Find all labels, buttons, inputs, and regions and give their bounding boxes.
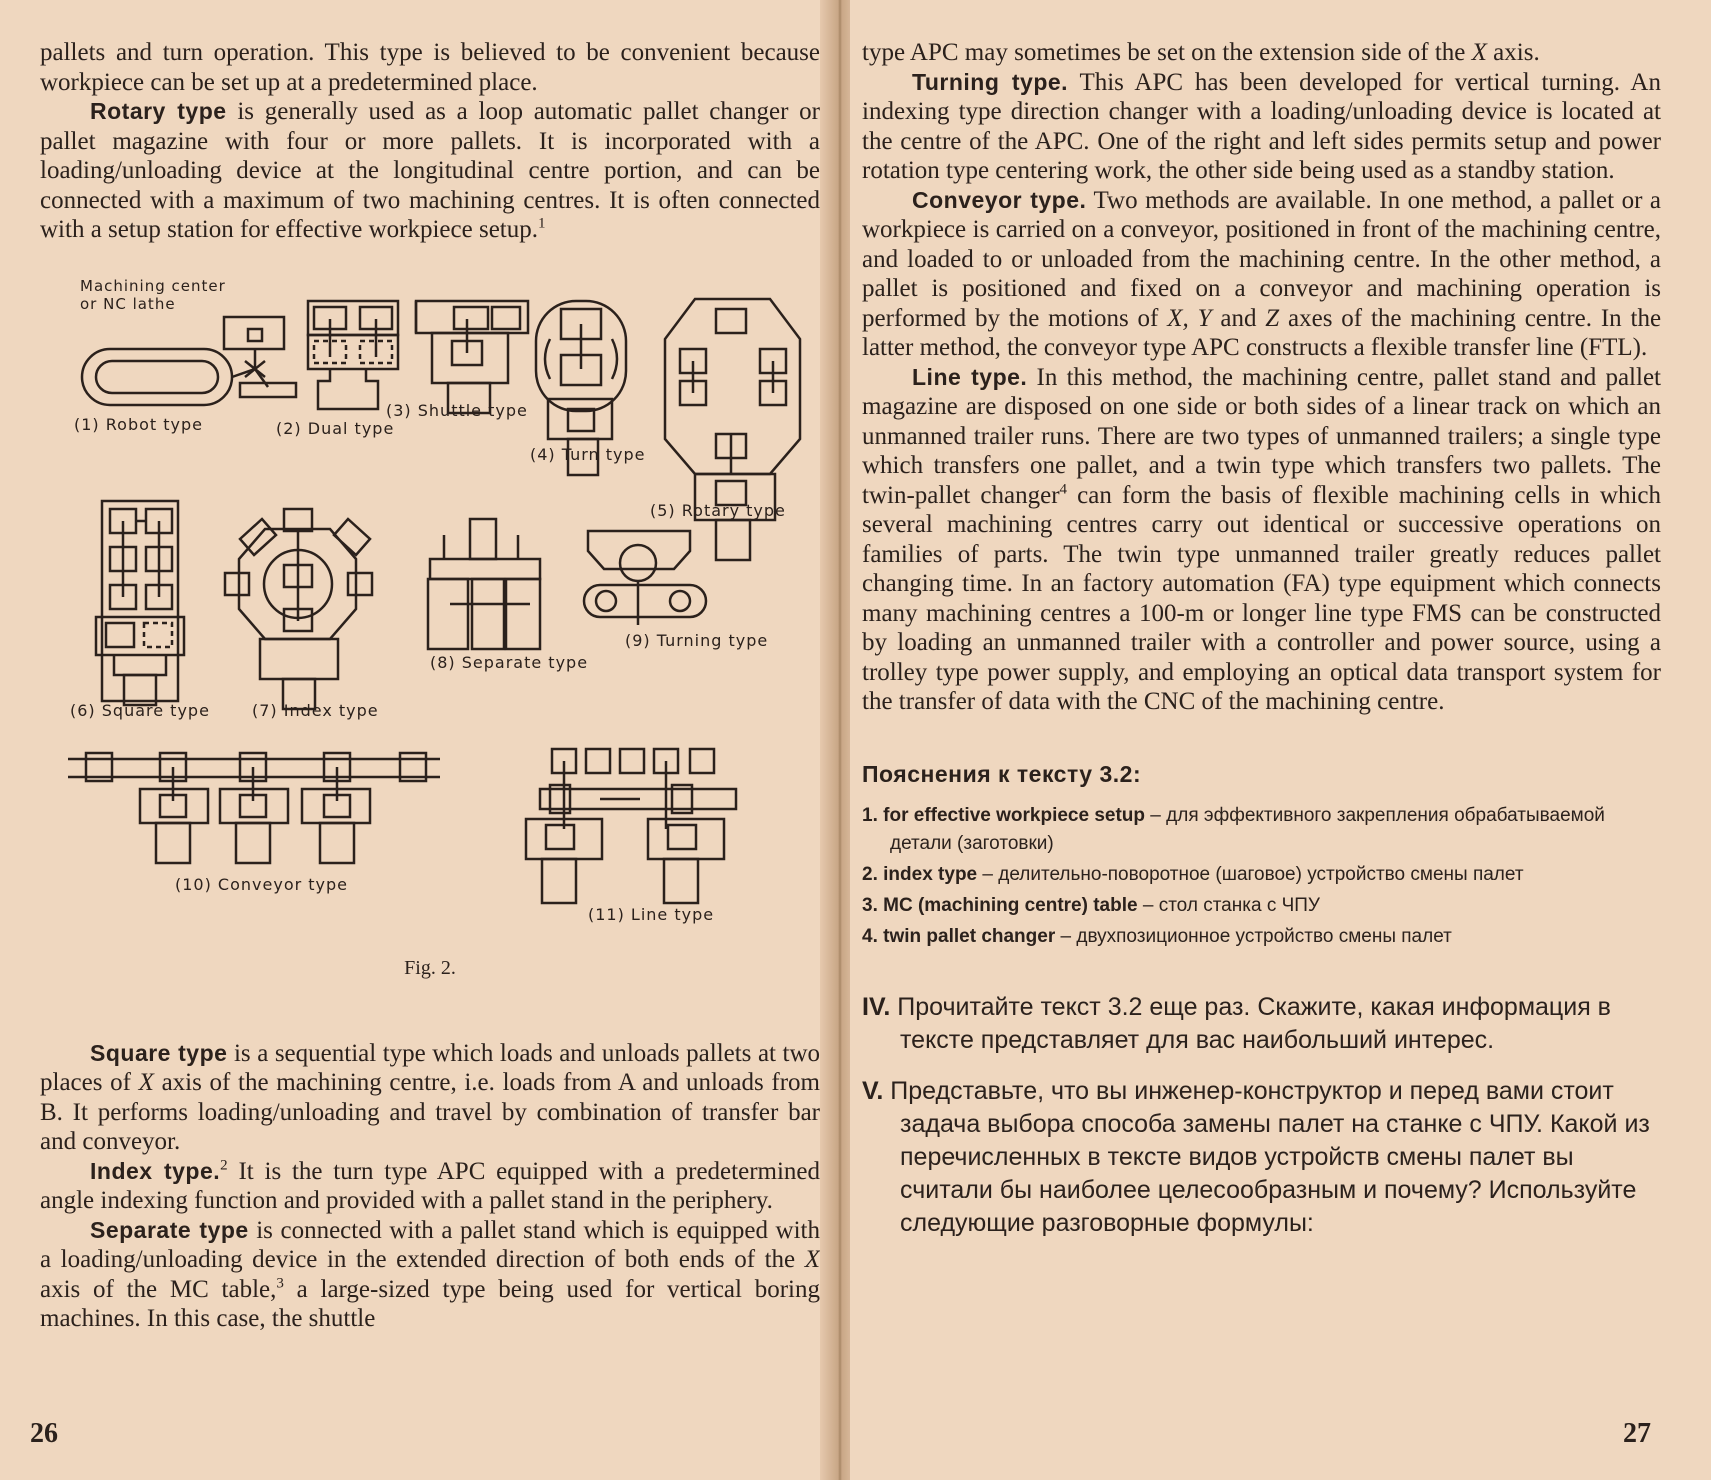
index-text: It is the turn type APC equipped with a predetermined angle indexing function and provided with a pallet stand in the periphery. bbox=[40, 1157, 821, 1214]
note-item bbox=[862, 892, 1661, 920]
figure-title: Fig. 2. bbox=[404, 956, 456, 979]
term-separate: Separate type bbox=[90, 1216, 249, 1243]
footnote-ref: 3 bbox=[276, 1275, 284, 1292]
note-number: 2. bbox=[862, 863, 878, 885]
paragraph-conveyor bbox=[862, 186, 1661, 363]
note-item bbox=[862, 861, 1661, 889]
term-line: Line type. bbox=[912, 363, 1028, 390]
diagram-shuttle-type bbox=[416, 301, 528, 413]
note-translation: – стол станка с ЧПУ bbox=[1142, 894, 1320, 916]
diagram-rotary-type bbox=[665, 299, 800, 560]
note-translation: – делительно-поворотное (шаговое) устройство смены палет bbox=[982, 863, 1524, 885]
line-text-b: can form the basis of flexible machining cells in which several machining centres carry out identical or successive operations on families of parts. The twin type unmanned trailer greatly reduces pallet changing time. In an factory automation (FA) type equipment which connects many machining centres a 100-m or longer line type FMS can be constructed by loading an unmanned trailer with a controller and power source, using a trolley type power supply, and employing an optical data transport system for the transfer of data with the CNC of the machining centre. bbox=[862, 481, 1661, 715]
separate-text-a: is connected with a pallet stand which is equipped with a loading/unloading device in the extended direction of both ends of the bbox=[40, 1216, 820, 1273]
rotary-text: is generally used as a loop automatic pallet changer or pallet magazine with four or more pallets. It is incorporated with a loading/unloading device at the longitudinal centre portion, and can be connected with a maximum of two machining centres. It is often connected with a setup station for effective workpiece setup. bbox=[40, 98, 821, 243]
term-square: Square type bbox=[90, 1039, 228, 1066]
task-iv bbox=[862, 991, 1661, 1057]
paragraph-intro: pallets and turn operation. This type is believed to be convenient because workpiece can be set up at a predetermined place. bbox=[40, 39, 820, 96]
note-number: 4. bbox=[862, 925, 878, 947]
square-text-b: axis of the machining centre, i.e. loads from A and unloads from B. It performs loading/unloading and travel by combination of transfer bar and conveyor. bbox=[40, 1069, 821, 1155]
diagram-index-type bbox=[225, 509, 372, 709]
paragraph-line bbox=[862, 363, 1661, 717]
caption-turn-type: (4) Turn type bbox=[530, 444, 646, 464]
note-item bbox=[862, 923, 1661, 951]
note-number: 1. bbox=[862, 804, 878, 826]
diagram-dual-type bbox=[308, 301, 398, 409]
task-number: IV. bbox=[862, 992, 891, 1021]
paragraph-index bbox=[40, 1157, 820, 1216]
left-page bbox=[0, 0, 840, 1480]
task-number: V. bbox=[862, 1076, 884, 1105]
notes-title: Пояснения к тексту 3.2: bbox=[862, 760, 1142, 787]
caption-square-type: (6) Square type bbox=[70, 700, 210, 720]
line-text-a: In this method, the machining centre, pallet stand and pallet magazine are disposed on one side or both sides of a linear track on which an unmanned trailer runs. There are two types of unmanned trailers; a single type which transfers one pallet, and a twin type which transfers two pallets. The twin-pallet changer bbox=[862, 363, 1661, 509]
caption-index-type: (7) Index type bbox=[252, 700, 379, 720]
paragraph-turning bbox=[862, 68, 1661, 186]
paragraph-separate bbox=[40, 1216, 820, 1334]
term-turning: Turning type. bbox=[912, 68, 1069, 95]
shuttle-cont-end: axis. bbox=[1493, 39, 1540, 66]
caption-shuttle-type: (3) Shuttle type bbox=[386, 400, 528, 420]
x-axis-symbol: X bbox=[804, 1246, 820, 1273]
diagram-conveyor-type bbox=[68, 753, 440, 863]
note-translation: – для эффективного закрепления обрабатываемой детали (заготовки) bbox=[890, 804, 1605, 854]
caption-robot-type: (1) Robot type bbox=[74, 414, 203, 434]
caption-line-type: (11) Line type bbox=[588, 904, 715, 924]
diagram-line-type bbox=[526, 749, 736, 903]
diagram-separate-type bbox=[428, 519, 540, 649]
label-nc-lathe: or NC lathe bbox=[80, 294, 176, 313]
paragraph-rotary bbox=[40, 97, 820, 245]
footnote-ref: 2 bbox=[220, 1157, 228, 1174]
task-text: Прочитайте текст 3.2 еще раз. Скажите, какая информация в тексте представляет для вас наибольший интерес. bbox=[897, 992, 1611, 1054]
diagram-turning-type bbox=[584, 531, 706, 625]
conveyor-text-a: Two methods are available. In one method, a pallet or a workpiece is carried on a conveyor, positioned in front of the machining centre, and loaded to or unloaded from the machining centre. In the other method, a pallet is positioned and fixed on a conveyor and machining operation is performed by the motions of bbox=[862, 186, 1662, 332]
caption-rotary-type: (5) Rotary type bbox=[650, 500, 786, 520]
note-term: MC (machining centre) table bbox=[883, 894, 1138, 916]
separate-text-c: a large-sized type being used for vertical boring machines. In this case, the shuttle bbox=[40, 1275, 820, 1332]
conveyor-text-b: axes of the machining centre. In the latter method, the conveyor type APC constructs a flexible transfer line (FTL). bbox=[862, 304, 1662, 361]
x-axis-symbol: X bbox=[1471, 39, 1487, 66]
conveyor-and: and bbox=[1220, 304, 1257, 332]
square-text-a: is a sequential type which loads and unloads pallets at two places of bbox=[40, 1039, 821, 1096]
term-rotary: Rotary type bbox=[90, 98, 227, 124]
note-term: index type bbox=[883, 863, 978, 885]
caption-dual-type: (2) Dual type bbox=[276, 418, 395, 438]
z-axis-symbol: Z bbox=[1265, 304, 1280, 332]
caption-turning-type: (9) Turning type bbox=[625, 630, 769, 650]
figure-apc-types bbox=[40, 269, 820, 1039]
turning-text: This APC has been developed for vertical turning. An indexing type direction changer with a loading/unloading device is located at the centre of the APC. One of the right and left sides permits setup and power rotation type centering work, the other side being used as a standby station. bbox=[862, 68, 1661, 184]
separate-text-b: axis of the MC table, bbox=[40, 1275, 277, 1303]
page-number: 27 bbox=[1623, 1418, 1651, 1449]
label-machining-center: Machining center bbox=[80, 276, 226, 295]
term-index: Index type. bbox=[90, 1157, 221, 1184]
x-axis-symbol: X bbox=[138, 1069, 154, 1096]
footnote-ref: 4 bbox=[1059, 481, 1068, 498]
paragraph-shuttle-cont bbox=[862, 38, 1661, 68]
task-text: Представьте, что вы инженер-конструктор и перед вами стоит задача выбора способа замены палет на станке с ЧПУ. Какой из перечисленных в тексте видов устройств смены палет вы считали бы наиболее целесообразным и почему? Используйте следующие разговорные формулы: bbox=[890, 1076, 1650, 1237]
footnote-ref: 1 bbox=[538, 215, 546, 232]
xy-axis-symbols: X, Y bbox=[1167, 304, 1212, 332]
caption-separate-type: (8) Separate type bbox=[430, 652, 589, 672]
note-number: 3. bbox=[862, 894, 878, 916]
note-translation: – двухпозиционное устройство смены палет bbox=[1060, 925, 1452, 947]
caption-conveyor-type: (10) Conveyor type bbox=[175, 874, 349, 894]
paragraph-square bbox=[40, 1039, 820, 1157]
notes-list bbox=[862, 802, 1661, 951]
note-item bbox=[862, 802, 1661, 858]
shuttle-cont-text: type APC may sometimes be set on the extension side of the bbox=[862, 39, 1466, 66]
task-v bbox=[862, 1075, 1661, 1240]
right-page bbox=[850, 0, 1711, 1480]
diagram-robot-type bbox=[82, 317, 296, 405]
page-number: 26 bbox=[30, 1418, 58, 1449]
term-conveyor: Conveyor type. bbox=[912, 186, 1087, 213]
note-term: twin pallet changer bbox=[883, 925, 1056, 947]
note-term: for effective workpiece setup bbox=[883, 804, 1146, 826]
diagram-square-type bbox=[96, 501, 184, 705]
